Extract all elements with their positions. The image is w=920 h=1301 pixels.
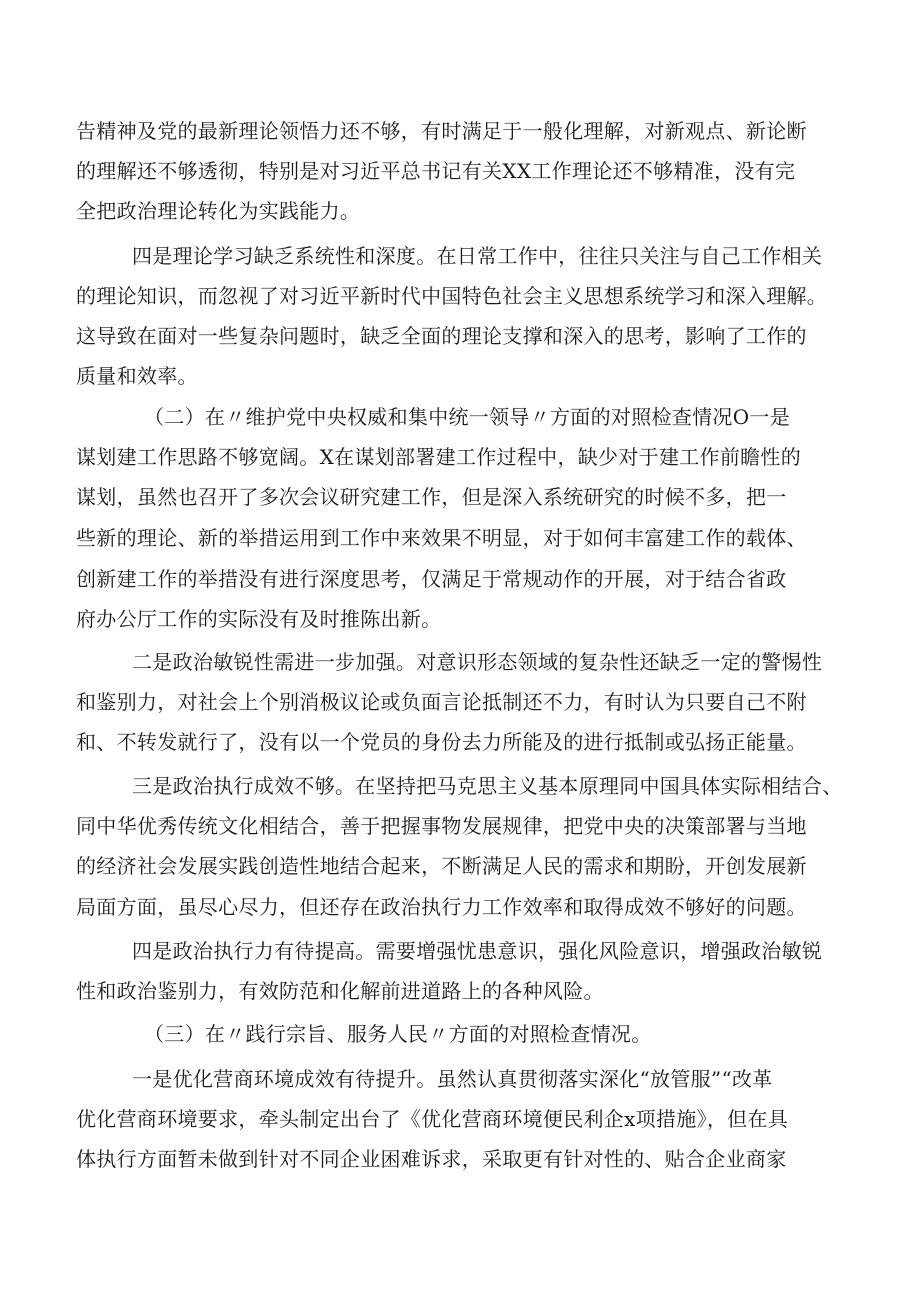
text-line: 的理解还不够透彻，特别是对习近平总书记有关XX工作理论还不够精准，没有完: [76, 159, 796, 183]
text-line: 告精神及党的最新理论领悟力还不够，有时满足于一般化理解，对新观点、新论断: [76, 119, 807, 143]
text-line: 二是政治敏锐性需进一步加强。对意识形态领域的复杂性还缺乏一定的警惕性: [132, 650, 823, 674]
text-line: 局面方面，虽尽心尽力，但还存在政治执行力工作效率和取得成效不够好的问题。: [76, 895, 807, 919]
text-line: 性和政治鉴别力，有效防范和化解前进道路上的各种风险。: [76, 979, 604, 1003]
text-line: 的理论知识，而忽视了对习近平新时代中国特色社会主义思想系统学习和深入理解。: [76, 284, 828, 308]
text-line: 质量和效率。: [76, 364, 198, 388]
text-line: 四是政治执行力有待提高。需要增强忧患意识，强化风险意识，增强政治敏锐: [132, 939, 823, 963]
text-line: 和、不转发就行了，没有以一个党员的身份去力所能及的进行抵制或弘扬正能量。: [76, 730, 807, 754]
text-line: 谋划，虽然也召开了多次会议研究建工作，但是深入系统研究的时候不多，把一: [76, 485, 787, 509]
text-line: 这导致在面对一些复杂问题时，缺乏全面的理论支撑和深入的思考，影响了工作的: [76, 324, 807, 348]
text-line: 同中华优秀传统文化相结合，善于把握事物发展规律，把党中央的决策部署与当地: [76, 814, 807, 838]
text-line: 全把政治理论转化为实践能力。: [76, 199, 361, 223]
text-line: 一是优化营商环境成效有待提升。虽然认真贯彻落实深化“放管服”“改革: [132, 1067, 773, 1091]
section-heading: （三）在〃践行宗旨、服务人民〃方面的对照检查情况。: [144, 1022, 652, 1046]
text-line: 三是政治执行成效不够。在坚持把马克思主义基本原理同中国具体实际相结合、: [132, 774, 843, 798]
text-line: 些新的理论、新的举措运用到工作中来效果不明显，对于如何丰富建工作的载体、: [76, 526, 807, 550]
text-line: 优化营商环境要求，牵头制定出台了《优化营商环境便民利企x项措施》，但在具: [76, 1107, 789, 1131]
text-line: 和鉴别力，对社会上个别消极议论或负面言论抵制还不力，有时认为只要自己不附: [76, 690, 807, 714]
text-line: 谋划建工作思路不够宽阔。X在谋划部署建工作过程中，缺少对于建工作前瞻性的: [76, 445, 802, 469]
text-line: 体执行方面暂未做到针对不同企业困难诉求，采取更有针对性的、贴合企业商家: [76, 1147, 787, 1171]
text-line: 的经济社会发展实践创造性地结合起来，不断满足人民的需求和期盼，开创发展新: [76, 854, 807, 878]
text-line: 创新建工作的举措没有进行深度思考，仅满足于常规动作的开展，对于结合省政: [76, 567, 787, 591]
text-line: 四是理论学习缺乏系统性和深度。在日常工作中，往往只关注与自己工作相关: [132, 244, 823, 268]
text-line: 府办公厅工作的实际没有及时推陈出新。: [76, 607, 442, 631]
section-heading: （二）在〃维护党中央权威和集中统一领导〃方面的对照检查情况O一是: [144, 405, 790, 429]
